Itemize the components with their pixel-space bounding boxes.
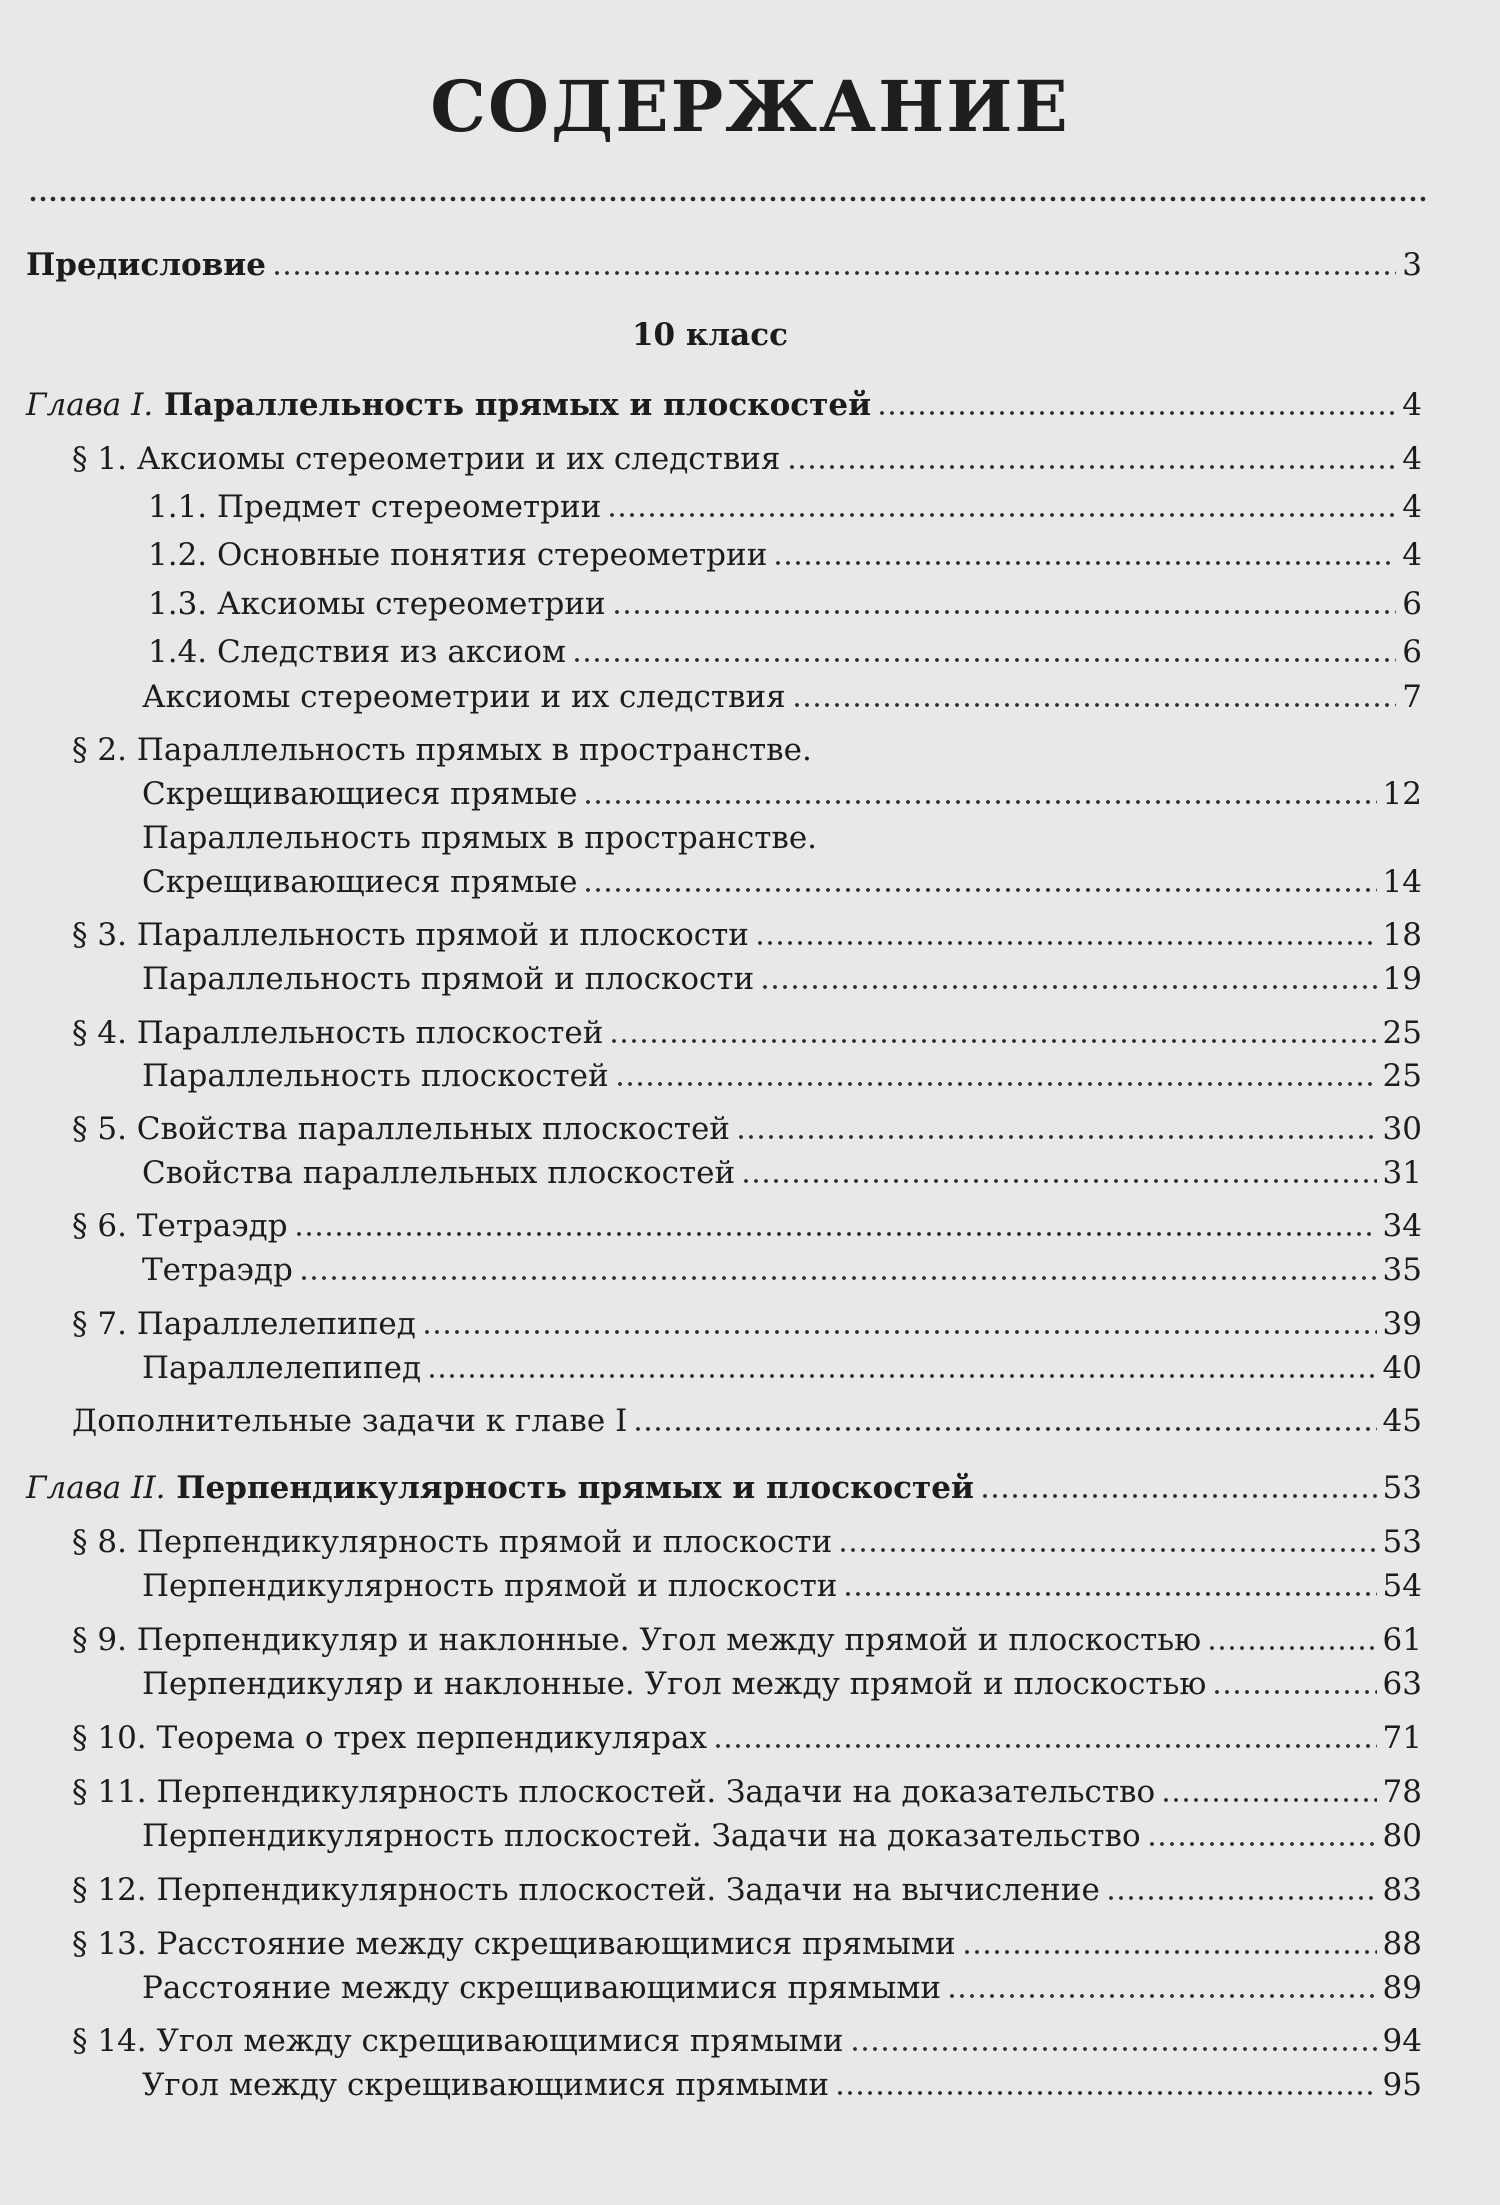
entry-label: § 5. Свойства параллельных плоскостей <box>72 1111 730 1147</box>
grade-heading: 10 класс <box>631 317 788 353</box>
entry-page: 34 <box>1382 1208 1422 1244</box>
dot-leader <box>615 1081 1377 1087</box>
dot-leader <box>1161 1797 1376 1803</box>
entry-label: Дополнительные задачи к главе I <box>72 1403 628 1439</box>
toc-subsection-line1[interactable]: Параллельность прямых в пространстве. <box>142 820 818 856</box>
dot-leader <box>755 940 1377 946</box>
entry-page: 25 <box>1382 1058 1422 1094</box>
entry-label: § 14. Угол между скрещивающимися прямыми <box>72 2023 844 2059</box>
dot-leader <box>609 1038 1376 1044</box>
toc-section-2[interactable] <box>142 774 1422 814</box>
entry-label: § 8. Перпендикулярность прямой и плоскости <box>72 1524 833 1560</box>
entry-page: 35 <box>1382 1252 1422 1288</box>
entry-label: § 3. Параллельность прямой и плоскости <box>72 917 749 953</box>
toc-section-4[interactable] <box>72 1013 1422 1053</box>
toc-subsection[interactable] <box>142 1664 1422 1704</box>
toc-subsection[interactable] <box>142 1153 1422 1193</box>
toc-additional-tasks[interactable] <box>72 1401 1422 1441</box>
entry-page: 53 <box>1382 1524 1422 1560</box>
toc-subsection[interactable] <box>142 1056 1422 1096</box>
entry-label: § 9. Перпендикуляр и наклонные. Угол между прямой и плоскостью <box>72 1622 1202 1658</box>
entry-page: 63 <box>1382 1666 1422 1702</box>
entry-page: 6 <box>1402 586 1422 622</box>
dot-leader <box>422 1329 1377 1335</box>
toc-section-10[interactable] <box>72 1718 1422 1758</box>
entry-page: 31 <box>1382 1155 1422 1191</box>
entry-page: 80 <box>1382 1818 1422 1854</box>
dot-leader <box>843 1591 1376 1597</box>
toc-section-8[interactable] <box>72 1522 1422 1562</box>
toc-chapter-2[interactable] <box>26 1468 1422 1508</box>
entry-page: 61 <box>1382 1622 1422 1658</box>
entry-label: Параллельность прямой и плоскости <box>142 961 755 997</box>
entry-label: § 6. Тетраэдр <box>72 1208 288 1244</box>
chapter-title: Параллельность прямых и плоскостей <box>164 387 872 423</box>
dot-leader <box>607 512 1396 518</box>
toc-section-14[interactable] <box>72 2021 1422 2061</box>
toc-section-11[interactable] <box>72 1772 1422 1812</box>
toc-subsection[interactable] <box>142 1968 1422 2008</box>
dot-leader <box>1106 1895 1377 1901</box>
entry-page: 45 <box>1382 1403 1422 1439</box>
toc-section-1[interactable] <box>72 439 1422 479</box>
chapter-title: Перпендикулярность прямых и плоскостей <box>176 1470 974 1506</box>
entry-page: 14 <box>1382 864 1422 900</box>
entry-page: 30 <box>1382 1111 1422 1147</box>
dot-leader <box>792 702 1397 708</box>
entry-page: 25 <box>1382 1015 1422 1051</box>
dot-leader <box>947 1993 1376 1999</box>
entry-page: 4 <box>1402 441 1422 477</box>
entry-label: Свойства параллельных плоскостей <box>142 1155 736 1191</box>
entry-label: Параллельность плоскостей <box>142 1058 609 1094</box>
entry-label: Тетраэдр <box>142 1252 293 1288</box>
entry-page: 3 <box>1402 247 1422 283</box>
dot-leader <box>838 1547 1376 1553</box>
toc-section-12[interactable] <box>72 1870 1422 1910</box>
entry-label <box>26 1468 974 1508</box>
entry-page: 39 <box>1382 1306 1422 1342</box>
toc-subsection[interactable] <box>148 632 1422 672</box>
toc-subsection[interactable] <box>142 959 1422 999</box>
toc-chapter-1[interactable] <box>26 385 1422 425</box>
entry-label: § 1. Аксиомы стереометрии и их следствия <box>72 441 781 477</box>
entry-page: 12 <box>1382 776 1422 812</box>
entry-label: Перпендикулярность плоскостей. Задачи на доказательство <box>142 1818 1141 1854</box>
dot-leader <box>962 1949 1377 1955</box>
entry-label: Скрещивающиеся прямые <box>142 776 578 812</box>
dot-leader <box>980 1493 1377 1499</box>
toc-subsection[interactable] <box>142 862 1422 902</box>
entry-label: § 12. Перпендикулярность плоскостей. Задачи на вычисление <box>72 1872 1100 1908</box>
entry-label: Скрещивающиеся прямые <box>142 864 578 900</box>
entry-page: 6 <box>1402 634 1422 670</box>
dot-leader <box>773 560 1396 566</box>
toc-subsection[interactable] <box>142 1348 1422 1388</box>
dot-leader <box>572 657 1396 663</box>
entry-label: § 10. Теорема о трех перпендикулярах <box>72 1720 707 1756</box>
entry-label: Угол между скрещивающимися прямыми <box>142 2067 829 2103</box>
toc-subsection[interactable] <box>142 1250 1422 1290</box>
entry-page: 71 <box>1382 1720 1422 1756</box>
entry-label: 1.4. Следствия из аксиом <box>148 634 566 670</box>
entry-page: 53 <box>1382 1470 1422 1506</box>
entry-label: Расстояние между скрещивающимися прямыми <box>142 1970 942 2006</box>
entry-page: 4 <box>1402 537 1422 573</box>
chapter-prefix: Глава I. <box>26 387 154 423</box>
dot-leader <box>760 984 1376 990</box>
entry-page: 19 <box>1382 961 1422 997</box>
entry-page: 4 <box>1402 489 1422 525</box>
toc-subsection[interactable] <box>148 487 1422 527</box>
toc-subsection[interactable] <box>148 584 1422 624</box>
entry-page: 4 <box>1402 387 1422 423</box>
entry-page: 40 <box>1382 1350 1422 1386</box>
entry-label: § 13. Расстояние между скрещивающимися прямыми <box>72 1926 956 1962</box>
toc-section-3[interactable] <box>72 915 1422 955</box>
toc-subsection[interactable] <box>142 1566 1422 1606</box>
toc-section-13[interactable] <box>72 1924 1422 1964</box>
toc-subsection[interactable] <box>148 535 1422 575</box>
dot-leader <box>741 1178 1376 1184</box>
dot-leader <box>272 270 1396 276</box>
toc-section-7[interactable] <box>72 1304 1422 1344</box>
entry-label: 1.1. Предмет стереометрии <box>148 489 602 525</box>
entry-label: § 11. Перпендикулярность плоскостей. Задачи на доказательство <box>72 1774 1156 1810</box>
entry-label: 1.2. Основные понятия стереометрии <box>148 537 768 573</box>
entry-page: 7 <box>1402 679 1422 715</box>
dot-leader <box>427 1373 1377 1379</box>
dotted-rule <box>28 196 1428 202</box>
entry-page: 89 <box>1382 1970 1422 2006</box>
dot-leader <box>1147 1841 1377 1847</box>
entry-page: 54 <box>1382 1568 1422 1604</box>
dot-leader <box>787 464 1397 470</box>
dot-leader <box>583 799 1376 805</box>
dot-leader <box>583 887 1376 893</box>
entry-label: Аксиомы стереометрии и их следствия <box>142 679 786 715</box>
dot-leader <box>1207 1645 1376 1651</box>
entry-page: 83 <box>1382 1872 1422 1908</box>
page-title: СОДЕРЖАНИЕ <box>430 65 1070 148</box>
entry-label: Перпендикулярность прямой и плоскости <box>142 1568 838 1604</box>
chapter-prefix: Глава II. <box>26 1470 166 1506</box>
entry-label: Параллелепипед <box>142 1350 422 1386</box>
dot-leader <box>633 1426 1376 1432</box>
dot-leader <box>612 609 1397 615</box>
dot-leader <box>713 1743 1377 1749</box>
dot-leader <box>877 410 1396 416</box>
dot-leader <box>1212 1689 1376 1695</box>
toc-section-9[interactable] <box>72 1620 1422 1660</box>
dot-leader <box>736 1134 1377 1140</box>
entry-page: 94 <box>1382 2023 1422 2059</box>
entry-label <box>26 385 871 425</box>
toc-section-2-line1[interactable]: § 2. Параллельность прямых в пространстве. <box>72 732 812 768</box>
toc-subsection[interactable] <box>142 2065 1422 2105</box>
entry-label: 1.3. Аксиомы стереометрии <box>148 586 606 622</box>
toc-section-6[interactable] <box>72 1206 1422 1246</box>
dot-leader <box>835 2090 1377 2096</box>
entry-label: Перпендикуляр и наклонные. Угол между прямой и плоскостью <box>142 1666 1207 1702</box>
entry-page: 88 <box>1382 1926 1422 1962</box>
toc-section-5[interactable] <box>72 1109 1422 1149</box>
toc-subsection[interactable] <box>142 1816 1422 1856</box>
entry-page: 18 <box>1382 917 1422 953</box>
entry-label: § 7. Параллелепипед <box>72 1306 416 1342</box>
entry-page: 95 <box>1382 2067 1422 2103</box>
dot-leader <box>850 2046 1377 2052</box>
toc-entry-preface[interactable] <box>26 245 1422 285</box>
toc-subsection[interactable] <box>142 677 1422 717</box>
entry-label: Предисловие <box>26 247 266 283</box>
dot-leader <box>299 1275 1377 1281</box>
dot-leader <box>294 1231 1377 1237</box>
entry-page: 78 <box>1382 1774 1422 1810</box>
entry-label: § 4. Параллельность плоскостей <box>72 1015 604 1051</box>
